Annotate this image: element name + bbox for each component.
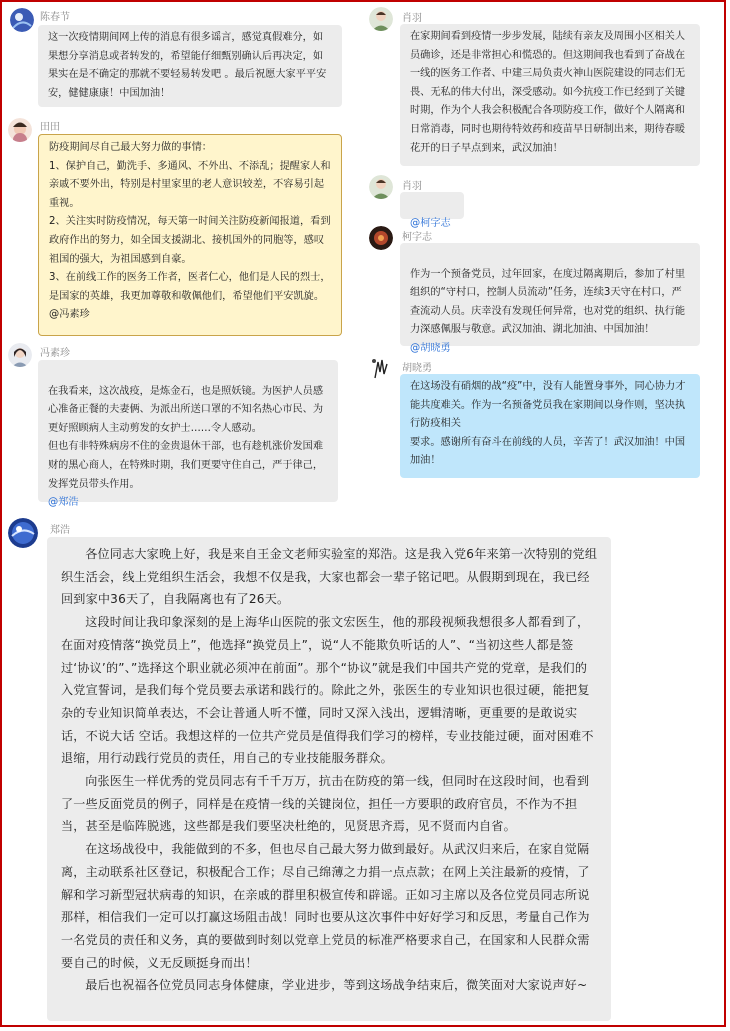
sender-name: 肖羽	[402, 13, 422, 24]
message-bubble	[400, 243, 700, 354]
avatar[interactable]	[369, 7, 393, 31]
sender-name: 冯素珍	[40, 348, 70, 359]
message-paragraph: 在这场战役中，我能做到的不多，但也尽自己最大努力做到最好。从武汉归来后，在家自觉隔离，主动联系社区登记，积极配合工作；尽自己绵薄之力捐一点点款；在网上关注最新的疫情，了解和学习新型冠状病毒的知识，在亲戚的群里积极宣传和辟谣。正如习主席以及各位党员同志所说那样，相信我们一定可以打赢这场阻击战！同时也要从这次事件中好好学习和反思，考量自己作为一名党员的责任和义务，真的要做到时刻以党章上党员的标准严格要求自己，在国家和人民群众需要自己的时候，义无反顾挺身而出！	[61, 842, 590, 970]
sender-name: 胡晓勇	[402, 363, 432, 374]
sender-name: 田田	[40, 122, 60, 133]
mention-link[interactable]: @胡晓勇	[410, 342, 451, 354]
message-text: 在我看来，这次战疫，是炼金石，也是照妖镜。为医护人员感心准备正餐的夫妻俩、为派出所送口罩的不知名热心市民、为更好照顾病人主动剪发的女护士……令人感动。 但也有非特殊病房不住的金贵退休干部，也有趁机涨价发国难财的黑心商人，在特殊时期，我们更要守住自己，严于律己，发挥党员带头作用。	[48, 385, 324, 490]
avatar[interactable]	[369, 175, 393, 199]
avatar[interactable]	[8, 118, 32, 142]
avatar[interactable]	[8, 518, 38, 548]
avatar[interactable]	[369, 226, 393, 250]
message-paragraph: 最后也祝福各位党员同志身体健康，学业进步，等到这场战争结束后，微笑面对大家说声好~	[85, 978, 588, 993]
message-text: 作为一个预备党员，过年回家，在度过隔离期后，参加了村里组织的“守村口，控制人员流动”任务，连续3天守在村口，严查流动人员。庆幸没有发现任何异常，也对党的组织、执行能力深感佩服与敬意。武汉加油、湖北加油、中国加油！	[410, 268, 686, 336]
message-bubble: 在家期间看到疫情一步步发展，陆续有亲友及周围小区相关人员确诊，还是非常担心和慌恐的。但这期间我也看到了奋战在一线的医务工作者、中建三局负责火神山医院建设的同志们无畏、无私的伟大付出，深受感动。如今抗疫工作已经到了关键时期，作为个人我会积极配合各项防疫工作，做好个人隔离和日常消毒，同时也期待特效药和疫苗早日研制出来，期待春暖花开的日子早点到来，武汉加油！	[400, 24, 700, 166]
message-bubble	[400, 192, 464, 229]
message-bubble	[47, 537, 611, 1021]
mention-link[interactable]: @郑浩	[48, 497, 79, 509]
message-paragraph: 向张医生一样优秀的党员同志有千千万万，抗击在防疫的第一线，但同时在这段时间，也看到了一些反面党员的例子，同样是在疫情一线的关键岗位，担任一方要职的政府官员，不作为不担当，甚至是临阵脱逃，这些都是我们要坚决杜绝的，见贤思齐焉，见不贤而内自省。	[61, 774, 590, 834]
message-bubble: 在这场没有硝烟的战“疫”中，没有人能置身事外，同心协力才能共度难关。作为一名预备党员我在家期间以身作则，坚决执行防疫相关 要求。感谢所有奋斗在前线的人员，辛苦了！武汉加油！中国加油！	[400, 374, 700, 478]
avatar[interactable]	[369, 356, 393, 380]
avatar[interactable]	[8, 343, 32, 367]
message-paragraph: 各位同志大家晚上好，我是来自王金文老师实验室的郑浩。这是我入党6年来第一次特别的党组织生活会，线上党组织生活会，我想不仅是我，大家也都会一辈子铭记吧。从假期到现在，我已经回到家中36天了，自我隔离也有了26天。	[61, 547, 598, 607]
message-bubble: 这一次疫情期间网上传的消息有很多谣言，感觉真假难分，如果想分享消息或者转发的，希望能仔细甄别确认后再决定，如果实在是不确定的那就不要轻易转发吧 。最后祝愿大家平平安安，健健康康！中国加油！	[38, 25, 342, 107]
sender-name: 陈春节	[40, 12, 70, 23]
avatar[interactable]	[10, 8, 34, 32]
mention-link[interactable]: @柯字志	[410, 217, 451, 229]
message-bubble	[38, 360, 338, 509]
sender-name: 柯字志	[402, 232, 432, 243]
message-bubble: 防疫期间尽自己最大努力做的事情： 1、保护自己，勤洗手、多通风、不外出、不添乱；提醒家人和亲戚不要外出，特别是村里家里的老人意识较差，不容易引起重视。 2、关注实时防疫情况，每天第一时间关注防疫新闻报道，看到政府作出的努力，如全国支援湖北、接机国外的同胞等，感叹祖国的强大，为祖国感到自豪。 3、在前线工作的医务工作者，医者仁心，他们是人民的烈士，是国家的英雄，我更加尊敬和敬佩他们，希望他们平安凯旋。@冯素珍	[38, 134, 342, 336]
sender-name: 郑浩	[50, 525, 70, 536]
sender-name: 肖羽	[402, 181, 422, 192]
message-paragraph: 这段时间让我印象深刻的是上海华山医院的张文宏医生，他的那段视频我想很多人都看到了，在面对疫情落“换党员上”，他选择“换党员上”，说“人不能欺负听话的人”、“当初这些人都是签过‘协议’的”、”选择这个职业就必须冲在前面”。那个“协议”就是我们中国共产党的党章，是我们的入党宣誓词，是我们每个党员要去承诺和践行的。除此之外，张医生的专业知识也很过硬，能把复杂的专业知识简单表达，不会让普通人听不懂，同时又深入浅出，逻辑清晰，更重要的是敢说实话，不说大话 空话。我想这样的一位共产党员是值得我们学习的榜样，专业技能过硬，面对困难不退缩，用行动践行党员的责任，用自己的专业技能服务群众。	[61, 615, 594, 766]
